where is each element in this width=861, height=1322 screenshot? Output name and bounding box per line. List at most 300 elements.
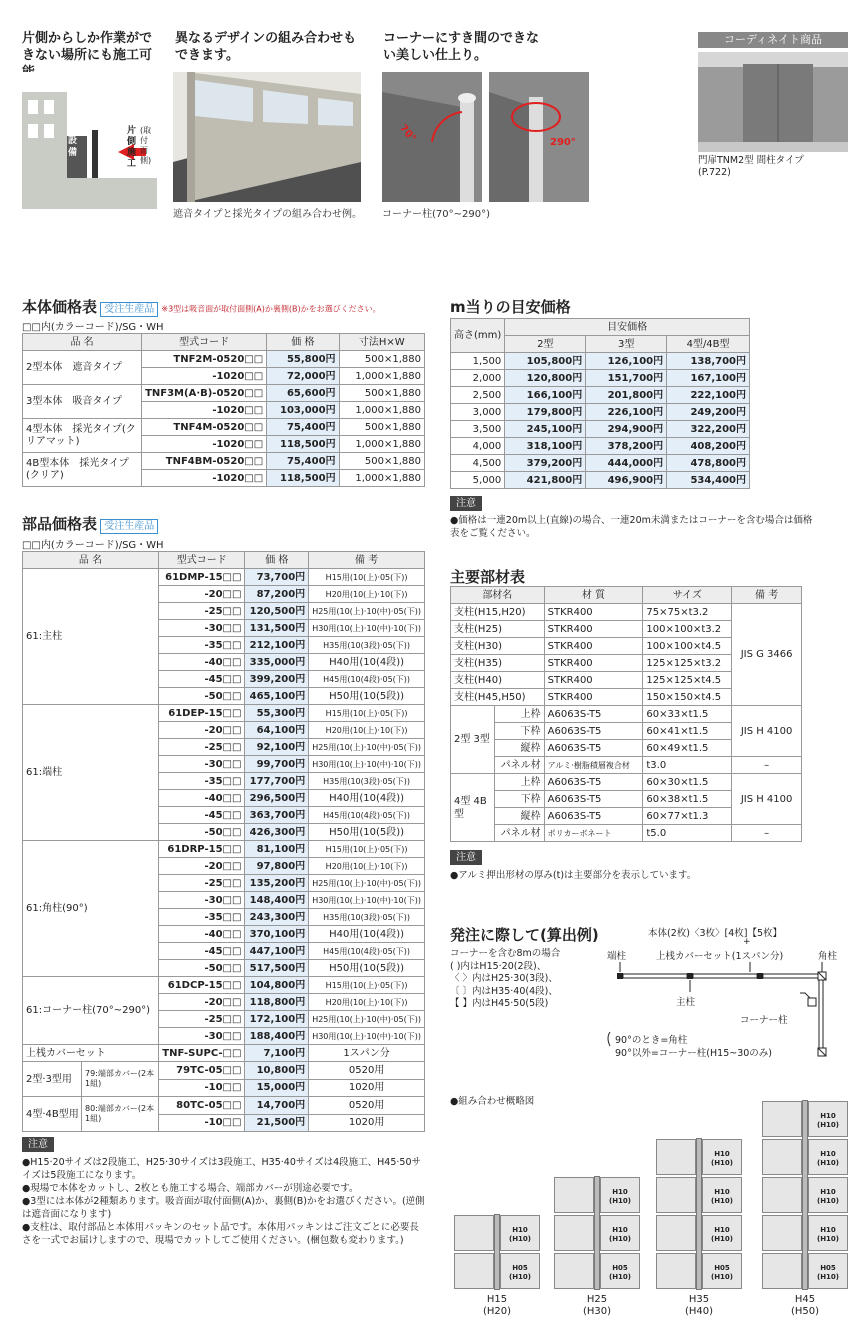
part-price: 426,300円 [245,824,309,841]
panel-block [702,1253,742,1289]
part-remark: H20用(10(上)·10(下)) [309,586,425,603]
part-name: 下枠 [494,791,544,808]
panel-size-sub: (H10) [711,1197,733,1205]
part-code: -25□□ [159,739,245,756]
product-price: 72,000円 [267,368,339,385]
part-code: 61DEP-15□□ [159,705,245,722]
parts-note: ●H15·20サイズは2段施工、H25·30サイズは3段施工、H35·40サイズは4段施工、H45·50サイズは5段施工になります。 [22,1157,422,1181]
part-code: -25□□ [159,1011,245,1028]
part-code: -40□□ [159,926,245,943]
part-remark: H45用(10(4段)·05(下)) [309,943,425,960]
feature1-title: 片側からしか作業ができない場所にも施工可 [22,31,153,63]
group-name: 4型 4B型 [451,774,495,842]
per-meter-table [450,318,750,489]
price-cell: 478,800円 [667,455,750,472]
part-price: 15,000円 [245,1079,309,1097]
note-tag: 注意 [450,850,482,865]
part-price: 64,100円 [245,722,309,739]
part-code: -20□□ [159,586,245,603]
part-code: -35□□ [159,773,245,790]
product-price: 118,500円 [267,470,339,487]
part-name: 支柱(H45,H50) [451,689,545,706]
panel-block [808,1215,848,1251]
panel-size-label: H10 [820,1150,836,1158]
panel-block [600,1253,640,1289]
part-name: パネル材 [494,825,544,842]
part-code: -30□□ [159,756,245,773]
part-code: -45□□ [159,943,245,960]
product-size: 1,000×1,880 [339,436,424,453]
part-group-sub: 80:端部カバー(2本1組) [81,1097,158,1131]
price-cell: 151,700円 [586,370,667,387]
panel-size-label: H05 [612,1264,628,1272]
panel-size-label: H10 [714,1188,730,1196]
part-price: 131,500円 [245,620,309,637]
parts-notes [22,1156,427,1247]
height-cell: 1,500 [451,353,505,370]
stack-label: H15 [486,1294,508,1305]
size: t3.0 [643,757,732,774]
part-code: -40□□ [159,790,245,807]
note-tag: 注意 [450,496,482,511]
made-to-order-badge: 受注生産品 [100,519,158,534]
price-cell: 105,800円 [505,353,586,370]
part-remark: H25用(10(上)·10(中)·05(下)) [309,875,425,892]
part-name: 支柱(H35) [451,655,545,672]
stack-label: H35 [688,1294,710,1305]
remark: JIS G 3466 [732,604,802,706]
part-code: -50□□ [159,688,245,705]
panel-size-label: H10 [612,1226,628,1234]
size: 150×150×t4.5 [643,689,732,706]
product-name: 4B型本体 採光タイプ(クリア) [23,453,142,487]
stack-label: H25 [586,1294,608,1305]
part-remark: 1020用 [309,1079,425,1097]
part-price: 399,200円 [245,671,309,688]
part-name: 縦枠 [494,808,544,825]
main-price-table [22,333,425,487]
panel-size-label: H10 [820,1188,836,1196]
size: 60×41×t1.5 [643,723,732,740]
remark: – [732,825,802,842]
material: A6063S-T5 [544,740,643,757]
material: A6063S-T5 [544,706,643,723]
panel-size-label: H10 [714,1226,730,1234]
part-code: -45□□ [159,807,245,824]
part-remark: H40用(10(4段)) [309,790,425,807]
part-price: 447,100円 [245,943,309,960]
part-price: 296,500円 [245,790,309,807]
stack-height-label [454,1294,540,1318]
part-code: TNF-SUPC-□□ [159,1045,245,1062]
part-remark: H30用(10(上)·10(中)·10(下)) [309,1028,425,1045]
header-name: 品 名 [23,334,142,351]
panel-size-label: H10 [512,1226,528,1234]
panel-size-sub: (H10) [711,1159,733,1167]
part-name: 上枠 [494,706,544,723]
header-code: 型式コード [142,334,267,351]
stack-sub-label: (H30) [582,1306,612,1317]
size: 60×33×t1.5 [643,706,732,723]
per-meter-title: m当りの目安価格 [450,298,571,316]
product-code: -1020□□ [142,436,267,453]
stack-height-label [554,1294,640,1318]
panel-size-label: H05 [820,1264,836,1272]
material: STKR400 [544,604,643,621]
gate-page: (P.722) [698,167,731,178]
product-code: -1020□□ [142,368,267,385]
price-cell: 138,700円 [667,353,750,370]
panel-block [554,1215,594,1251]
panel-block [554,1177,594,1213]
side-sub-label: (取付面側) [140,126,152,165]
parts-heading [22,513,158,534]
height-cell: 2,500 [451,387,505,404]
panel-block [808,1177,848,1213]
part-remark: 1スパン分 [309,1045,425,1062]
part-code: 79TC-05□□ [159,1062,245,1080]
part-name: 上枠 [494,774,544,791]
remark: JIS H 4100 [732,706,802,757]
made-to-order-badge: 受注生産品 [100,302,158,317]
header-type3: 3型 [586,336,667,353]
part-name: 支柱(H15,H20) [451,604,545,621]
part-name: 支柱(H30) [451,638,545,655]
part-remark: H25用(10(上)·10(中)·05(下)) [309,1011,425,1028]
panel-block [762,1101,802,1137]
panel-size-sub: (H10) [609,1235,631,1243]
end-post-label: 端柱 [607,951,627,962]
part-remark: H25用(10(上)·10(中)·05(下)) [309,603,425,620]
part-price: 172,100円 [245,1011,309,1028]
product-name: 3型本体 吸音タイプ [23,385,142,419]
price-cell: 444,000円 [586,455,667,472]
part-remark: H40用(10(4段)) [309,654,425,671]
angle-70-label: 70° [397,122,418,145]
panel-block [656,1139,696,1175]
order-line: 〔 〕内はH35·40(4段)、 [450,985,558,997]
header-part: 部材名 [451,587,545,604]
material: STKR400 [544,655,643,672]
part-code: -20□□ [159,994,245,1011]
group-name: 2型 3型 [451,706,495,774]
material: ポリカーボネート [544,825,643,842]
feature2-photo [173,72,361,202]
part-code: -30□□ [159,892,245,909]
materials-table [450,586,802,842]
order-note-other: 90°以外=コーナー柱(H15~30のみ) [615,1048,772,1059]
price-cell: 167,100円 [667,370,750,387]
feature3-title: コーナーにすき間のできない美しい仕上り。 [383,31,540,63]
product-code: TNF2M-0520□□ [142,351,267,368]
material: STKR400 [544,638,643,655]
panel-size-sub: (H10) [817,1235,839,1243]
product-size: 500×1,880 [339,385,424,402]
color-code-note: □□内(カラーコード)/SG・WH [22,540,164,551]
size: 60×38×t1.5 [643,791,732,808]
order-line: ( )内はH15·20(2段)、 [450,960,547,972]
stack-sub-label: (H50) [790,1306,820,1317]
product-price: 55,800円 [267,351,339,368]
part-price: 118,800円 [245,994,309,1011]
part-remark: 1020用 [309,1114,425,1132]
part-price: 517,500円 [245,960,309,977]
part-name: 61:端柱 [23,705,159,841]
part-remark: H30用(10(上)·10(中)·10(下)) [309,892,425,909]
panel-block [500,1215,540,1251]
panel-size-label: H10 [714,1150,730,1158]
part-price: 148,400円 [245,892,309,909]
part-remark: H50用(10(5段)) [309,960,425,977]
part-code: -40□□ [159,654,245,671]
panel-size-sub: (H10) [509,1235,531,1243]
panel-size-sub: (H10) [711,1235,733,1243]
part-price: 99,700円 [245,756,309,773]
size: 100×100×t4.5 [643,638,732,655]
height-cell: 3,500 [451,421,505,438]
order-line: コーナーを含む8mの場合 [450,948,561,959]
panel-block [656,1177,696,1213]
part-price: 14,700円 [245,1097,309,1115]
part-code: -30□□ [159,620,245,637]
stack-sub-label: (H40) [684,1306,714,1317]
order-title: 発注に際して(算出例) [450,926,599,944]
panel-size-label: H05 [714,1264,730,1272]
coordinate-header: コーディネイト商品 [698,32,848,48]
product-size: 500×1,880 [339,453,424,470]
part-remark: H15用(10(上)·05(下)) [309,841,425,858]
part-name: 61:コーナー柱(70°~290°) [23,977,159,1045]
panel-size-sub: (H10) [817,1273,839,1281]
panel-block [702,1177,742,1213]
panel-block [762,1139,802,1175]
parts-header: 価 格 [245,552,309,569]
cover-set-label: 上桟カバーセット(1スパン分) [656,951,784,962]
part-price: 212,100円 [245,637,309,654]
part-name: 支柱(H40) [451,672,545,689]
price-cell: 179,800円 [505,404,586,421]
gate-photo [698,52,848,152]
feature3-photo-left [382,72,482,202]
panel-size-label: H10 [612,1188,628,1196]
parts-header: 品 名 [23,552,159,569]
part-remark: H20用(10(上)·10(下)) [309,722,425,739]
price-cell: 249,200円 [667,404,750,421]
part-price: 97,800円 [245,858,309,875]
gate-caption: 門扉TNM2型 間柱タイプ [698,155,804,166]
header-size: 寸法H×W [339,334,424,351]
color-code-note: □□内(カラーコード)/SG・WH [22,322,164,333]
parts-note: ●支柱は、取付部品と本体用パッキンのセット品です。本体用パッキンはご注文ごとに必要長さを一式でお届けしますので、現場でカットしてご使用ください。(梱包数も変わります。) [22,1222,419,1246]
stack-label: H45 [794,1294,816,1305]
product-size: 1,000×1,880 [339,402,424,419]
parts-note: ●3型には本体が2種類あります。吸音面が取付面側(A)か、裏側(B)かをお選びください。(逆側は遮音面になります) [22,1196,425,1220]
combo-diagram [448,1090,848,1322]
part-remark: H15用(10(上)·05(下)) [309,977,425,994]
price-cell: 201,800円 [586,387,667,404]
materials-title: 主要部材表 [450,568,526,586]
part-remark: H50用(10(5段)) [309,824,425,841]
panel-block [808,1253,848,1289]
header-type2: 2型 [505,336,586,353]
part-remark: H50用(10(5段)) [309,688,425,705]
part-remark: H30用(10(上)·10(中)·10(下)) [309,620,425,637]
part-code: 80TC-05□□ [159,1097,245,1115]
part-code: -25□□ [159,603,245,620]
angle-290-label: 290° [550,137,576,148]
size: 60×77×t1.3 [643,808,732,825]
header-price: 価 格 [267,334,339,351]
part-price: 73,700円 [245,569,309,586]
part-code: -35□□ [159,637,245,654]
material: STKR400 [544,689,643,706]
material: A6063S-T5 [544,774,643,791]
remark: – [732,757,802,774]
panel-size-sub: (H10) [817,1159,839,1167]
panel-size-label: H05 [512,1264,528,1272]
part-group-name: 2型·3型用 [26,1073,72,1085]
main-price-heading [22,296,381,317]
panel-block [762,1253,802,1289]
panel-size-sub: (H10) [817,1121,839,1129]
price-cell: 421,800円 [505,472,586,489]
parts-header: 備 考 [309,552,425,569]
size: 125×125×t4.5 [643,672,732,689]
corner-post-label: コーナー柱 [740,1015,788,1026]
part-name: 上桟カバーセット [23,1045,159,1062]
panel-size-sub: (H10) [711,1273,733,1281]
price-cell: 222,100円 [667,387,750,404]
per-meter-note: ●価格は一連20m以上(直線)の場合、一連20m未満またはコーナーを含む場合は価格表をご覧ください。 [450,515,813,539]
part-code: 61DMP-15□□ [159,569,245,586]
part-code: -45□□ [159,671,245,688]
part-code: -30□□ [159,1028,245,1045]
part-name: 61:角柱(90°) [23,841,159,977]
part-price: 7,100円 [245,1045,309,1062]
order-note-90: 90°のとき=角柱 [615,1035,688,1046]
part-remark: H30用(10(上)·10(中)·10(下)) [309,756,425,773]
material: A6063S-T5 [544,723,643,740]
feature2-caption: 遮音タイプと採光タイプの組み合わせ例。 [173,209,362,220]
height-cell: 4,500 [451,455,505,472]
material: アルミ·樹脂積層複合材 [544,757,643,774]
part-price: 363,700円 [245,807,309,824]
panel-block [702,1139,742,1175]
height-cell: 4,000 [451,438,505,455]
panel-block [656,1253,696,1289]
header-group: 目安価格 [505,319,750,336]
part-code: -35□□ [159,909,245,926]
product-size: 1,000×1,880 [339,470,424,487]
panel-size-sub: (H10) [609,1273,631,1281]
part-price: 81,100円 [245,841,309,858]
size: 60×49×t1.5 [643,740,732,757]
panel-block [808,1101,848,1137]
material: A6063S-T5 [544,808,643,825]
panel-size-label: H10 [820,1226,836,1234]
part-price: 243,300円 [245,909,309,926]
part-group-name: 4型·4B型用 [26,1108,79,1120]
main-price-title: 本体価格表 [22,298,98,316]
feature3-caption: コーナー柱(70°~290°) [382,209,490,220]
product-code: TNF3M(A·B)-0520□□ [142,385,267,402]
panel-size-sub: (H10) [817,1197,839,1205]
price-cell: 379,200円 [505,455,586,472]
product-size: 500×1,880 [339,419,424,436]
size: 100×100×t3.2 [643,621,732,638]
panel-block [454,1253,494,1289]
product-code: -1020□□ [142,470,267,487]
order-line: 〈 〉内はH25·30(3段)、 [450,973,558,984]
part-remark: H35用(10(3段)·05(下)) [309,909,425,926]
part-name [23,1097,159,1132]
price-cell: 318,100円 [505,438,586,455]
main-price-note: ※3型は吸音面が取付面側(A)か裏側(B)かをお選びください。 [161,304,381,314]
part-price: 21,500円 [245,1114,309,1132]
part-remark: H40用(10(4段)) [309,926,425,943]
part-remark: H20用(10(上)·10(下)) [309,858,425,875]
material: STKR400 [544,672,643,689]
order-line: 【 】内はH45·50(5段) [450,998,549,1009]
equip-label: 設備 [68,136,78,158]
panel-size-label: H10 [820,1112,836,1120]
size: t5.0 [643,825,732,842]
part-code: -20□□ [159,722,245,739]
panel-size-sub: (H10) [509,1273,531,1281]
part-remark: H45用(10(4段)·05(下)) [309,807,425,824]
price-cell: 226,100円 [586,404,667,421]
note-tag: 注意 [22,1137,54,1152]
product-price: 118,500円 [267,436,339,453]
product-price: 103,000円 [267,402,339,419]
header-height: 高さ(mm) [451,319,505,353]
part-name: パネル材 [494,757,544,774]
height-cell: 3,000 [451,404,505,421]
size: 75×75×t3.2 [643,604,732,621]
part-price: 135,200円 [245,875,309,892]
feature2-title: 異なるデザインの組み合わせもできます。 [175,31,357,63]
part-price: 104,800円 [245,977,309,994]
part-remark: 0520用 [309,1062,425,1080]
part-code: -10□□ [159,1114,245,1132]
header-type4: 4型/4B型 [667,336,750,353]
main-post-label: 主柱 [676,997,696,1008]
panel-block [702,1215,742,1251]
price-cell: 245,100円 [505,421,586,438]
part-price: 92,100円 [245,739,309,756]
parts-header: 型式コード [159,552,245,569]
panel-block [656,1215,696,1251]
part-name: 下枠 [494,723,544,740]
part-name: 支柱(H25) [451,621,545,638]
panel-block [554,1253,594,1289]
product-price: 75,400円 [267,419,339,436]
product-code: -1020□□ [142,402,267,419]
part-code: 61DCP-15□□ [159,977,245,994]
header-material: 材 質 [544,587,643,604]
order-conditions [450,948,560,1011]
price-cell: 166,100円 [505,387,586,404]
part-code: 61DRP-15□□ [159,841,245,858]
stack-height-label [762,1294,848,1318]
part-remark: H25用(10(上)·10(中)·05(下)) [309,739,425,756]
panel-block [600,1215,640,1251]
panel-block [454,1215,494,1251]
part-price: 55,300円 [245,705,309,722]
part-remark: H35用(10(3段)·05(下)) [309,773,425,790]
panel-block [500,1253,540,1289]
panel-block [762,1215,802,1251]
